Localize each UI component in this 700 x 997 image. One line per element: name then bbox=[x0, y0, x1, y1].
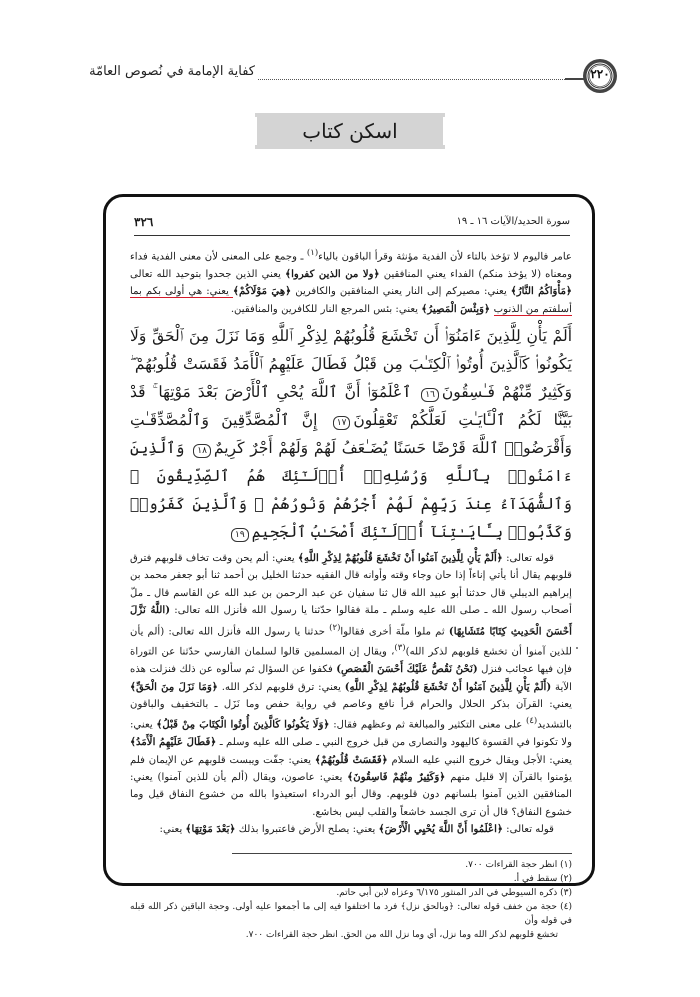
scan-page-header bbox=[134, 213, 570, 236]
text-span: فكفوا عن السؤال ثم سألوه عن ذلك فنزلت هذه الآية bbox=[130, 664, 572, 693]
ayah-number-marker: ١٩ bbox=[231, 528, 249, 542]
text-span: ثم ملوا ملّة أخرى فقالوا bbox=[340, 626, 449, 638]
text-span: يعني: bbox=[159, 824, 186, 836]
text-span: حدثنا يا رسول الله فأنزل الله تعالى: (ألم يأن للذين آمنوا أن تخشع قلوبهم لذكر الله) bbox=[130, 626, 572, 658]
quran-quote: ﴿ولا من الذين كفروا﴾ bbox=[285, 267, 380, 280]
quran-verses-block bbox=[130, 322, 572, 546]
verse-text: ٱعْلَمُوٓا۟ أَنَّ ٱللَّهَ يُحْىِ ٱلْأَرْضَ بَعْدَ مَوْتِهَا ۚ قَدْ بَيَّنَّا لَكُمُ ٱلْـَٔايَـٰتِ لَعَلَّكُمْ تَعْقِلُونَ bbox=[130, 383, 572, 430]
highlighted-phrase: يعني: هي أولى بكم بما أسلفتم من الذنوب bbox=[130, 286, 572, 315]
scan-page-number: ٣٢٦ bbox=[134, 215, 154, 229]
text-span: يعني: الأجل ويقال خروج النبي عليه السلام bbox=[387, 754, 573, 766]
quran-quote: ﴿وَمَا نَزَلَ مِنَ الْحَقِّ﴾ bbox=[130, 680, 218, 693]
text-span: يعني الذين جحدوا بتوحيد الله تعالى bbox=[130, 268, 286, 280]
running-header bbox=[0, 56, 700, 96]
quran-quote: (أَلَمْ يَأْنِ لِلَّذِينَ آمَنُوا أَنْ تَخْشَعَ قُلُوبُهُمْ لِذِكْرِ اللَّهِ) bbox=[344, 680, 552, 693]
quran-quote: ﴿وَلَا يَكُونُوا كَالَّذِينَ أُوتُوا الْكِتَابَ مِنْ قَبْلُ﴾ bbox=[156, 718, 330, 731]
quran-quote: ﴿أَلَمْ يَأْنِ لِلَّذِينَ آمَنُوا أَنْ تَخْشَعَ قُلُوبُهُمْ لِذِكْرِ اللَّهِ﴾ bbox=[298, 552, 503, 565]
footnote-ref: (١) bbox=[306, 248, 319, 258]
footnote-divider bbox=[232, 853, 572, 854]
quran-quote: ﴿فَقَسَتْ قُلُوبُهُمْ﴾ bbox=[314, 753, 388, 766]
quran-quote: ﴿اعْلَمُوا أَنَّ اللَّهَ يُحْيِي الْأَرْضَ﴾ bbox=[378, 823, 503, 836]
quran-quote: ﴿هِيَ مَوْلَاكُمْ﴾ bbox=[232, 285, 292, 298]
footnote-ref: (٣) bbox=[394, 643, 406, 654]
footnote-ref: (٤) bbox=[526, 716, 538, 727]
footnote: (٣) ذكره السيوطي في الدر المنثور ٦/١٧٥ وعزاه لابن أبي حاتم. bbox=[336, 887, 572, 898]
quran-quote: (اللَّهُ نَزَّلَ أَحْسَنَ الْحَدِيثِ كِتَابًا مُتَشَابِهًا) bbox=[130, 604, 572, 638]
quran-quote: ﴿مَأْوَاكُمُ النَّارُ﴾ bbox=[510, 285, 573, 298]
text-span: يعني: عاصون، ويقال (ألم يأن للذين آمنوا) يعني: المنافقين الذين آمنوا بلسانهم دون قلوبهم. وقال أبو الدرداء استعيذوا بالله من خشوع النفاق قيل وما خشوع النفاق؟ قال أن ترى الجسد خاشعاً والقلب ليس بخاشع. bbox=[130, 772, 572, 818]
text-span: قوله تعالى: bbox=[502, 824, 554, 836]
text-span: ، ويقال إن المسلمين قالوا لسلمان الفارسي حدّثنا عن التوراة فإن فيها عجائب فنزل bbox=[130, 646, 572, 676]
text-span: يعني: مصيركم إلى النار يعني المنافقين والكافرين bbox=[291, 286, 511, 298]
scan-surah-reference: سورة الحديد/الآيات ١٦ ـ ١٩ bbox=[456, 216, 570, 227]
quran-quote: ﴿وَبِئْسَ الْمَصِيرُ﴾ bbox=[421, 302, 494, 315]
verse-text: إِنَّ ٱلْمُصَّدِّقِينَ وَٱلْمُصَّدِّقَـٰتِ وَأَقْرَضُوا۟ ٱللَّهَ قَرْضًا حَسَنًا يُضَـٰعَفُ لَهُمْ وَلَهُمْ أَجْرٌ كَرِيمٌ bbox=[130, 411, 572, 458]
header-dotted-rule bbox=[258, 79, 575, 80]
quran-quote: (نَحْنُ نَقُصُّ عَلَيْكَ أَحْسَنَ الْقَصَصِ) bbox=[336, 663, 478, 676]
commentary-paragraph bbox=[130, 821, 572, 838]
scanned-page-frame bbox=[103, 194, 595, 940]
commentary-paragraph bbox=[130, 550, 572, 821]
banner-title: اسكن كتاب bbox=[302, 119, 398, 143]
verse-text: وَٱلَّذِينَ ءَامَنُوا۟ بِٱللَّهِ وَرُسُلِهِۦٓ أُو۟لَـٰٓئِكَ هُمُ ٱلصِّدِّيقُونَ ۖ وَٱلشُّهَدَآءُ عِندَ رَبِّهِمْ لَهُمْ أَجْرُهُمْ وَنُورُهُمْ ۖ وَٱلَّذِينَ كَفَرُوا۟ وَكَذَّبُوا۟ بِـَٔايَـٰتِنَآ أُو۟لَـٰٓئِكَ أَصْحَـٰبُ ٱلْجَحِيمِ bbox=[130, 439, 572, 542]
quran-quote: ﴿فَطَالَ عَلَيْهِمُ الْأَمَدُ﴾ bbox=[130, 736, 217, 749]
text-span: قوله تعالى: bbox=[502, 553, 555, 565]
ayah-number-marker: ١٧ bbox=[333, 416, 351, 430]
text-span: يعني: بئس المرجع النار للكافرين والمنافقين. bbox=[230, 303, 422, 315]
book-title: كفاية الإمامة في نُصوص العامّة bbox=[89, 64, 255, 79]
intro-paragraph bbox=[130, 245, 572, 318]
text-span: يعني: القرآن بذكر الحلال والحرام قرأ نافع وعاصم في رواية حفص وما نَزَل ـ بالتخفيف والباقون بالتشديد bbox=[130, 699, 572, 731]
text-span: يعني: جفّت ويبست قلوبهم عن الإيمان فلم يؤمنوا بالقرآن إلا قليل منهم bbox=[130, 754, 572, 784]
footnote: (٢) سقط في أ. bbox=[513, 873, 572, 884]
title-banner bbox=[255, 113, 445, 149]
footnote-ref: (٢) bbox=[329, 622, 341, 633]
scan-body bbox=[130, 245, 572, 942]
scan-speck bbox=[576, 647, 578, 649]
text-span: يعني: يصلح الأرض فاعتبروا بذلك bbox=[235, 824, 379, 836]
quran-quote: ﴿بَعْدَ مَوْتِهَا﴾ bbox=[185, 823, 236, 836]
text-span: يعني: ألم يحن وقت تخاف قلوبهم فترق قلوبهم يقال أنا يأتي إناءاً إذا حان وجاء وقته وأوانه قال الفقيه حدثنا الخليل بن أحمد ثنا أبو جعفر محمد بن إبراهيم الديبلي قال حدثنا أبو عبيد الله قال ثنا سفيان عن عبد الرحمن بن عبد الله عن القاسم قال ـ ملّ أصحاب رسول الله ـ صلى الله عليه وسلم ـ ملة فقالوا حدّثنا يا رسول الله فأنزل الله تعالى: bbox=[130, 553, 572, 617]
text-span: يعني: ولا تكونوا في القسوة كاليهود والنصارى من قبل خروج النبي ـ صلى الله عليه وسلم ـ bbox=[130, 719, 572, 749]
footnote: (٤) حجة من خفف قوله تعالى: ﴿وبالحق نزل﴾ فرد ما اختلفوا فيه إلى ما أجمعوا عليه أولى. وحجة الباقين ذكر الله قبله في قوله وأن bbox=[130, 901, 572, 926]
text-span: على معنى التكثير والمبالغة ثم وعظهم فقال: bbox=[329, 719, 526, 731]
quran-quote: ﴿وَكَثِيرٌ مِنْهُمْ فَاسِقُونَ﴾ bbox=[347, 771, 446, 784]
ayah-number-marker: ١٨ bbox=[193, 444, 211, 458]
page-number: ٢٢٠ bbox=[590, 67, 610, 81]
footnote: (١) انظر حجة القراءات ٧٠٠. bbox=[465, 859, 572, 870]
text-span: ـ وجمع على المعنى لأن معنى الفدية فداء ومعناه (لا يؤخذ منكم) الفداء يعني المنافقين bbox=[130, 251, 572, 280]
footnote-continuation: تخشع قلوبهم لذكر الله وما نزل، أي وما نزل الله من الحق. انظر حجة القراءات ٧٠٠. bbox=[245, 929, 558, 940]
text-span: عامر فاليوم لا تؤخذ بالتاء لأن الفدية مؤنثة وقرأ الباقون بالياء bbox=[318, 251, 572, 263]
verse-text: أَلَمْ يَأْنِ لِلَّذِينَ ءَامَنُوٓا۟ أَن تَخْشَعَ قُلُوبُهُمْ لِذِكْرِ ٱللَّهِ وَمَا نَزَلَ مِنَ ٱلْحَقِّ وَلَا يَكُونُوا۟ كَٱلَّذِينَ أُوتُوا۟ ٱلْكِتَـٰبَ مِن قَبْلُ فَطَالَ عَلَيْهِمُ ٱلْأَمَدُ فَقَسَتْ قُلُوبُهُمْ ۖ وَكَثِيرٌ مِّنْهُمْ فَـٰسِقُونَ bbox=[130, 327, 572, 402]
text-span: يعني: ترق قلوبهم لذكر الله. bbox=[217, 681, 345, 693]
ayah-number-marker: ١٦ bbox=[421, 388, 439, 402]
